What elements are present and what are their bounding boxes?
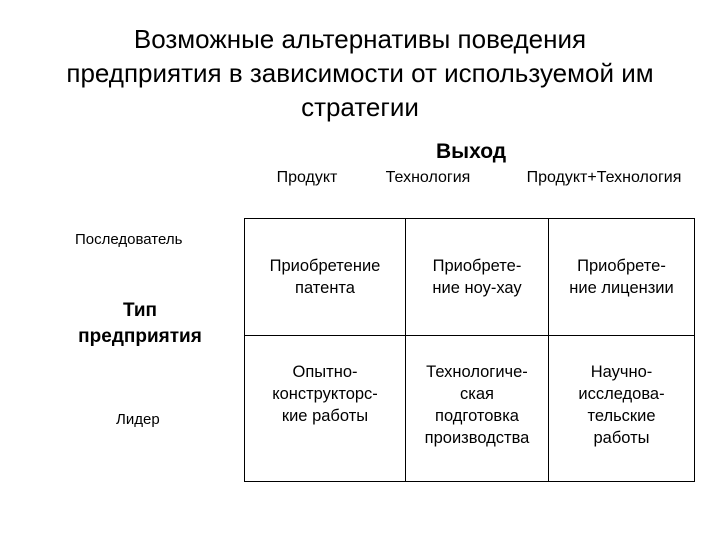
row-header-leader: Лидер — [116, 411, 160, 428]
column-header-product: Продукт — [276, 169, 338, 186]
cell-follower-product — [245, 255, 405, 299]
slide-title — [30, 22, 690, 124]
title-line-1: Возможные альтернативы поведения — [133, 24, 587, 54]
title-line-2: предприятия в зависимости от используемой им — [66, 58, 654, 88]
cell-text-line: Научно- — [590, 363, 653, 381]
cell-text-line: исследова- — [578, 385, 665, 403]
cell-text-line: Опытно- — [292, 363, 358, 381]
title-line-3: стратегии — [301, 92, 419, 122]
cell-text-line: работы — [593, 429, 650, 447]
cell-leader-technology — [406, 361, 548, 449]
enterprise-type-axis-label — [40, 298, 240, 350]
column-header-product-technology: Продукт+Технология — [526, 169, 682, 186]
enterprise-type-label-line-2: предприятия — [78, 326, 202, 347]
row-header-follower: Последователь — [75, 231, 183, 248]
cell-text-line: подготовка — [435, 407, 519, 425]
cell-text-line: Технологиче- — [426, 363, 528, 381]
cell-text-line: кие работы — [281, 407, 369, 425]
cell-text-line: Приобрете- — [577, 257, 666, 275]
matrix-divider — [245, 335, 694, 336]
cell-text-line: Приобретение — [269, 257, 381, 275]
cell-leader-product-technology — [549, 361, 694, 449]
cell-text-line: конструкторс- — [272, 385, 378, 403]
column-header-technology: Технология — [385, 169, 471, 186]
cell-text-line: ние ноу-хау — [432, 279, 522, 297]
strategy-matrix — [244, 218, 695, 482]
cell-follower-technology — [406, 255, 548, 299]
output-axis-label: Выход — [436, 140, 507, 163]
cell-text-line: Приобрете- — [432, 257, 522, 275]
cell-text-line: ская — [460, 385, 494, 403]
cell-follower-product-technology — [549, 255, 694, 299]
cell-text-line: тельские — [587, 407, 656, 425]
cell-text-line: патента — [295, 279, 355, 297]
cell-text-line: ние лицензии — [569, 279, 674, 297]
cell-text-line: производства — [424, 429, 530, 447]
cell-leader-product — [245, 361, 405, 427]
enterprise-type-label-line-1: Тип — [122, 300, 158, 321]
